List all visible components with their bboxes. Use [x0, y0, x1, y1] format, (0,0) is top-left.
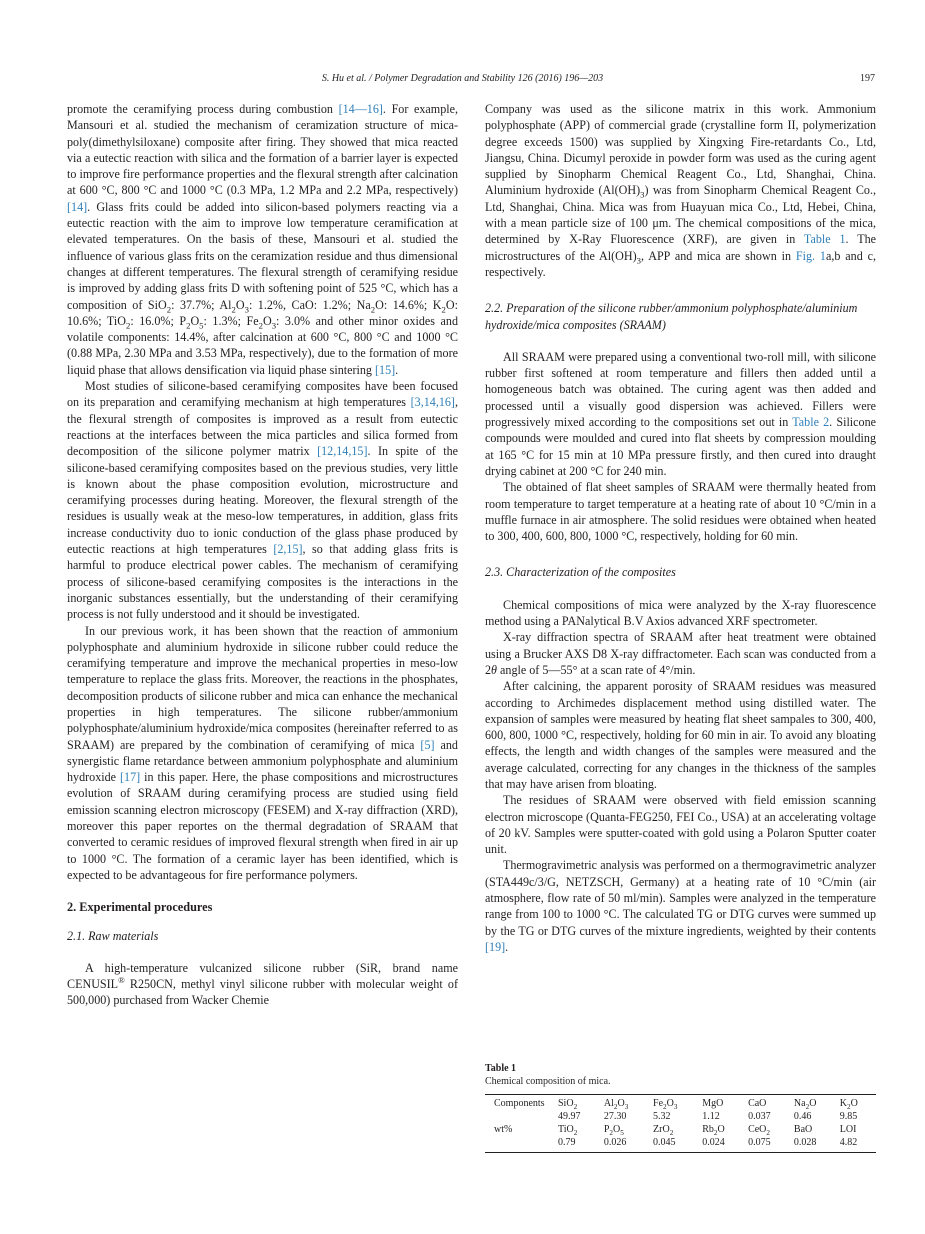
- intro-paragraph-2: Most studies of silicone-based ceramifying composites have been focused on its preparation and ceramifying mechanism at high temperatures [3,14,16], the flexural strength of composites is improved as a result from eutectic reactions at the interfaces between the mica particles and silica formed from decomposition of the silicone polymer matrix [12,14,15]. In spite of the silicone-based ceramifying composites based on the previous studies, very little is known about the phase composition evolution, microstructure and ceramifying processes during heating. Moreover, the flexural strength of the residues is usually weak at the meso-low temperatures, in addition, glass frits increase conductivity duo to ionic conduction of the glass phase produced by eutectic reactions at high temperatures [2,15], so that adding glass frits is harmful to produce electrical power cables. The mechanism of ceramifying process of silicone-based ceramifying composites is the interactions in the inorganic substances essentially, but the understanding of their ceramifying process is not fully understood and it should be investigated.: [67, 379, 458, 622]
- value-cell: 0.79: [558, 1137, 576, 1148]
- citation-link[interactable]: [14—16]: [338, 102, 383, 116]
- preparation-paragraph-2: The obtained of flat sheet samples of SRAAM were thermally heated from room temperature to target temperature at a heating rate of about 10 °C/min in a muffle furnace in air atmosphere. The solid residues were obtained when heated to 300, 400, 600, 800, 1000 °C, respectively, holding for 60 min.: [485, 480, 876, 544]
- characterization-paragraph-1: Chemical compositions of mica were analyzed by the X-ray fluorescence method using a PANalytical B.V Axios advanced XRF spectrometer.: [485, 597, 876, 629]
- table-label: Table 1: [485, 1063, 517, 1074]
- preparation-paragraph-1: All SRAAM were prepared using a conventional two-roll mill, with silicone rubber first softened at room temperature and fillers then added until a homogeneous batch was obtained. The curing agent was then added and processed until a visually good dispersion was achieved. Fillers were progressively mixed according to the compositions set out in Table 2. Silicone compounds were moulded and cured into flat sheets by compression moulding at 165 °C for 15 min at 10 MPa pressure firstly, and then cured into draught drying cabinet at 200 °C for 240 min.: [485, 349, 876, 478]
- oxide-cell: $Al_2O_3$: [603, 1098, 629, 1111]
- page-number: 197: [860, 73, 875, 84]
- table-row: [485, 1111, 876, 1124]
- citation-link[interactable]: [3,14,16]: [410, 395, 455, 410]
- figure-link[interactable]: Fig. 1: [795, 248, 826, 263]
- value-cell: 9.85: [839, 1111, 858, 1122]
- row-label: wt%: [494, 1124, 513, 1135]
- right-column: [485, 101, 876, 955]
- citation-link[interactable]: [12,14,15]: [317, 444, 368, 459]
- row-label: Components: [494, 1098, 545, 1109]
- oxide-cell: CaO: [748, 1098, 767, 1109]
- table-row: [485, 1137, 876, 1153]
- table-caption-text: Chemical composition of mica.: [485, 1075, 611, 1087]
- oxide-cell: CeO$_2$: [748, 1124, 770, 1137]
- table-row: [485, 1124, 876, 1137]
- intro-paragraph-3: In our previous work, it has been shown that the reaction of ammonium polyphosphate and aluminium hydroxide in silicone rubber could reduce the ceramifying temperature and improve the mechanical properties in meso-low temperature to replace the glass frits. Moreover, the reactions in the phosphates, decomposition products of silicone rubber and mica can enhance the mechanical properties in high temperatures. The silicone rubber/ammonium polyphosphate/aluminium hydroxide/mica composites (hereinafter referred to as SRAAM) are prepared by the combination of ceramifying of mica [5] and synergistic flame retardance between ammonium polyphosphate and aluminium hydroxide [17] in this paper. Here, the phase compositions and microstructures evolution of SRAAM during ceramifying process are studied using field emission scanning electron microscopy (FESEM) and X-ray diffraction (XRD), moreover this paper reportes on the thermal degradation of SRAAM that converted to ceramic residues of improved flexural strength when fired in air up to 1000 °C. The formation of a ceramic layer has been identified, which is expected to be advantageous for fire performance polymers.: [67, 623, 459, 882]
- value-cell: 0.037: [748, 1111, 771, 1122]
- oxide-cell: BaO: [793, 1124, 813, 1135]
- table-link[interactable]: Table 2: [792, 415, 830, 430]
- characterization-paragraph-2: X-ray diffraction spectra of SRAAM after heat treatment were obtained using a Brucker AXS D8 X-ray diffractometer. Each scan was conducted from a 2θ angle of 5—55° at a scan rate of 4°/min.: [485, 630, 876, 677]
- oxide-cell: $Rb_2O$: [702, 1124, 725, 1137]
- table-link[interactable]: Table 1: [803, 232, 846, 247]
- value-cell: 27.30: [603, 1111, 627, 1122]
- subsection-heading: 2.1. Raw materials: [67, 928, 159, 943]
- oxide-cell: $Na_2O$: [793, 1098, 817, 1111]
- oxide-cell: $K_2O$: [839, 1098, 858, 1111]
- citation-link[interactable]: [19]: [485, 939, 506, 954]
- value-cell: 0.045: [653, 1137, 676, 1148]
- table-row: [485, 1095, 876, 1112]
- oxide-cell: $Fe_2O_3$: [653, 1098, 678, 1111]
- running-head: S. Hu et al. / Polymer Degradation and Stability 126 (2016) 196—203: [321, 73, 604, 84]
- citation-link[interactable]: [2,15]: [273, 542, 303, 557]
- oxide-cell: LOI: [839, 1124, 857, 1135]
- left-column: [67, 101, 458, 1009]
- mica-composition-table: [485, 1094, 876, 1153]
- value-cell: 5.32: [653, 1111, 671, 1122]
- raw-materials-continued: Company was used as the silicone matrix in this work. Ammonium polyphosphate (APP) of commercial grade (crystalline form II, polymerization degree exceeds 1500) was supplied by Xingxing Fire-retardants Co., Ltd, Jiangsu, China. Dicumyl peroxide in powder form was used as the curing agent supplied by Sinopharm Chemical Reagent Co., Ltd, Shanghai, China. Aluminium hydroxide $(Al(OH)_3)$ was from Sinopharm Chemical Reagent Co., Ltd, Shanghai, China. Mica was from Huayuan mica Co., Ltd, Hebei, China, with a mean particle size of 100 μm. The chemical compositions of the mica, determined by X-Ray Fluorescence (XRF), are given in Table 1. The microstructures of the $Al(OH)_3$, APP and mica are shown in Fig. 1a,b and c, respectively.: [485, 102, 876, 279]
- value-cell: 1.12: [702, 1111, 720, 1122]
- characterization-paragraph-3: After calcining, the apparent porosity of SRAAM residues was measured according to Archimedes displacement method using distilled water. The expansion of samples were measured by heating flat sheet sampales to 300, 400, 600, 800, 1000 °C, respectively, holding for 60 min in air. To avoid any bloating effects, the length and width changes of the samples were measured and the average calculated, correcting for any changes in the thickness of the samples that may have arisen from bloating.: [485, 679, 876, 791]
- value-cell: 0.026: [603, 1137, 627, 1148]
- value-cell: 0.46: [793, 1111, 812, 1122]
- characterization-paragraph-4: The residues of SRAAM were observed with field emission scanning electron microscope (Quanta-FEG250, FEI Co., USA) at an accelerating voltage of 20 kV. Samples were sputter-coated with gold using a Polaron Sputter coater unit.: [485, 793, 876, 857]
- value-cell: 4.82: [839, 1137, 858, 1148]
- value-cell: 0.024: [702, 1137, 725, 1148]
- citation-link[interactable]: [17]: [120, 770, 141, 785]
- section-heading: 2. Experimental procedures: [67, 900, 213, 915]
- oxide-cell: ZrO$_2$: [653, 1124, 674, 1137]
- citation-link[interactable]: [14]: [67, 199, 88, 214]
- value-cell: 0.075: [748, 1137, 771, 1148]
- value-cell: 49.97: [558, 1111, 581, 1122]
- oxide-cell: MgO: [702, 1098, 724, 1109]
- subsection-heading: 2.2. Preparation of the silicone rubber/ammonium polyphosphate/aluminium hydroxide/mica composites (SRAAM): [485, 301, 858, 332]
- citation-link[interactable]: [15]: [375, 362, 396, 377]
- value-cell: 0.028: [793, 1137, 817, 1148]
- subsection-heading: 2.3. Characterization of the composites: [485, 565, 676, 580]
- oxide-cell: $P_2O_5$: [603, 1124, 624, 1137]
- table-caption: [485, 1063, 876, 1088]
- citation-link[interactable]: [5]: [420, 737, 435, 752]
- intro-paragraph-1: promote the ceramifying process during combustion [14—16]. For example, Mansouri et al. studied the mechanism of ceramization structure of mica-poly(dimethylsiloxane) composite after firing. They showed that mica reacted via a eutectic reaction with silica and the formation of a barrier layer is expected to improve fire performance properties and the flexural strength after calcination at 600 °C, 800 °C and 1000 °C (0.3 MPa, 1.2 MPa and 2.2 MPa, respectively) [14]. Glass frits could be added into silicon-based polymers reacting via a eutectic reaction with the aim to improve low temperature ceramification at elevated temperatures. On the basis of these, Mansouri et al. studied the influence of various glass frits on the ceramization residue and thus dimensional changes at different temperatures. The flexural strength of ceramifying residue is improved by adding glass frits D with softening point of 525 °C, which has a composition of SiO$_2$: 37.7%; $Al_2O_3$: 1.2%, CaO: 1.2%; $Na_2O$: 14.6%; $K_2O$: 10.6%; TiO$_2$: 16.0%; $P_2O_5$: 1.3%; $Fe_2O_3$: 3.0% and other minor oxides and volatile components: 14.4%, after calcination at 600 °C, 800 °C and 1000 °C (0.88 MPa, 2.30 MPa and 3.53 MPa, respectively), due to the formation of more liquid phase that allows densification via liquid phase sintering [15].: [67, 102, 458, 377]
- raw-materials-paragraph: A high-temperature vulcanized silicone rubber (SiR, brand name CENUSIL® R250CN, methyl vinyl silicone rubber with molecular weight of 500,000) purchased from Wacker Chemie: [67, 960, 458, 1008]
- characterization-paragraph-5: Thermogravimetric analysis was performed on a thermogravimetric analyzer (STA449c/3/G, NETZSCH, Germany) at a heating rate of 10 °C/min (air atmosphere, flow rate of 50 ml/min). Samples were analyzed in the temperature range from 100 to 1000 °C. The calculated TG or DTG curves were summed up by the TG or DTG curves of the mixture ingredients, weighted by their contents [19].: [485, 858, 876, 954]
- oxide-cell: TiO$_2$: [558, 1124, 578, 1137]
- oxide-cell: SiO$_2$: [558, 1098, 578, 1111]
